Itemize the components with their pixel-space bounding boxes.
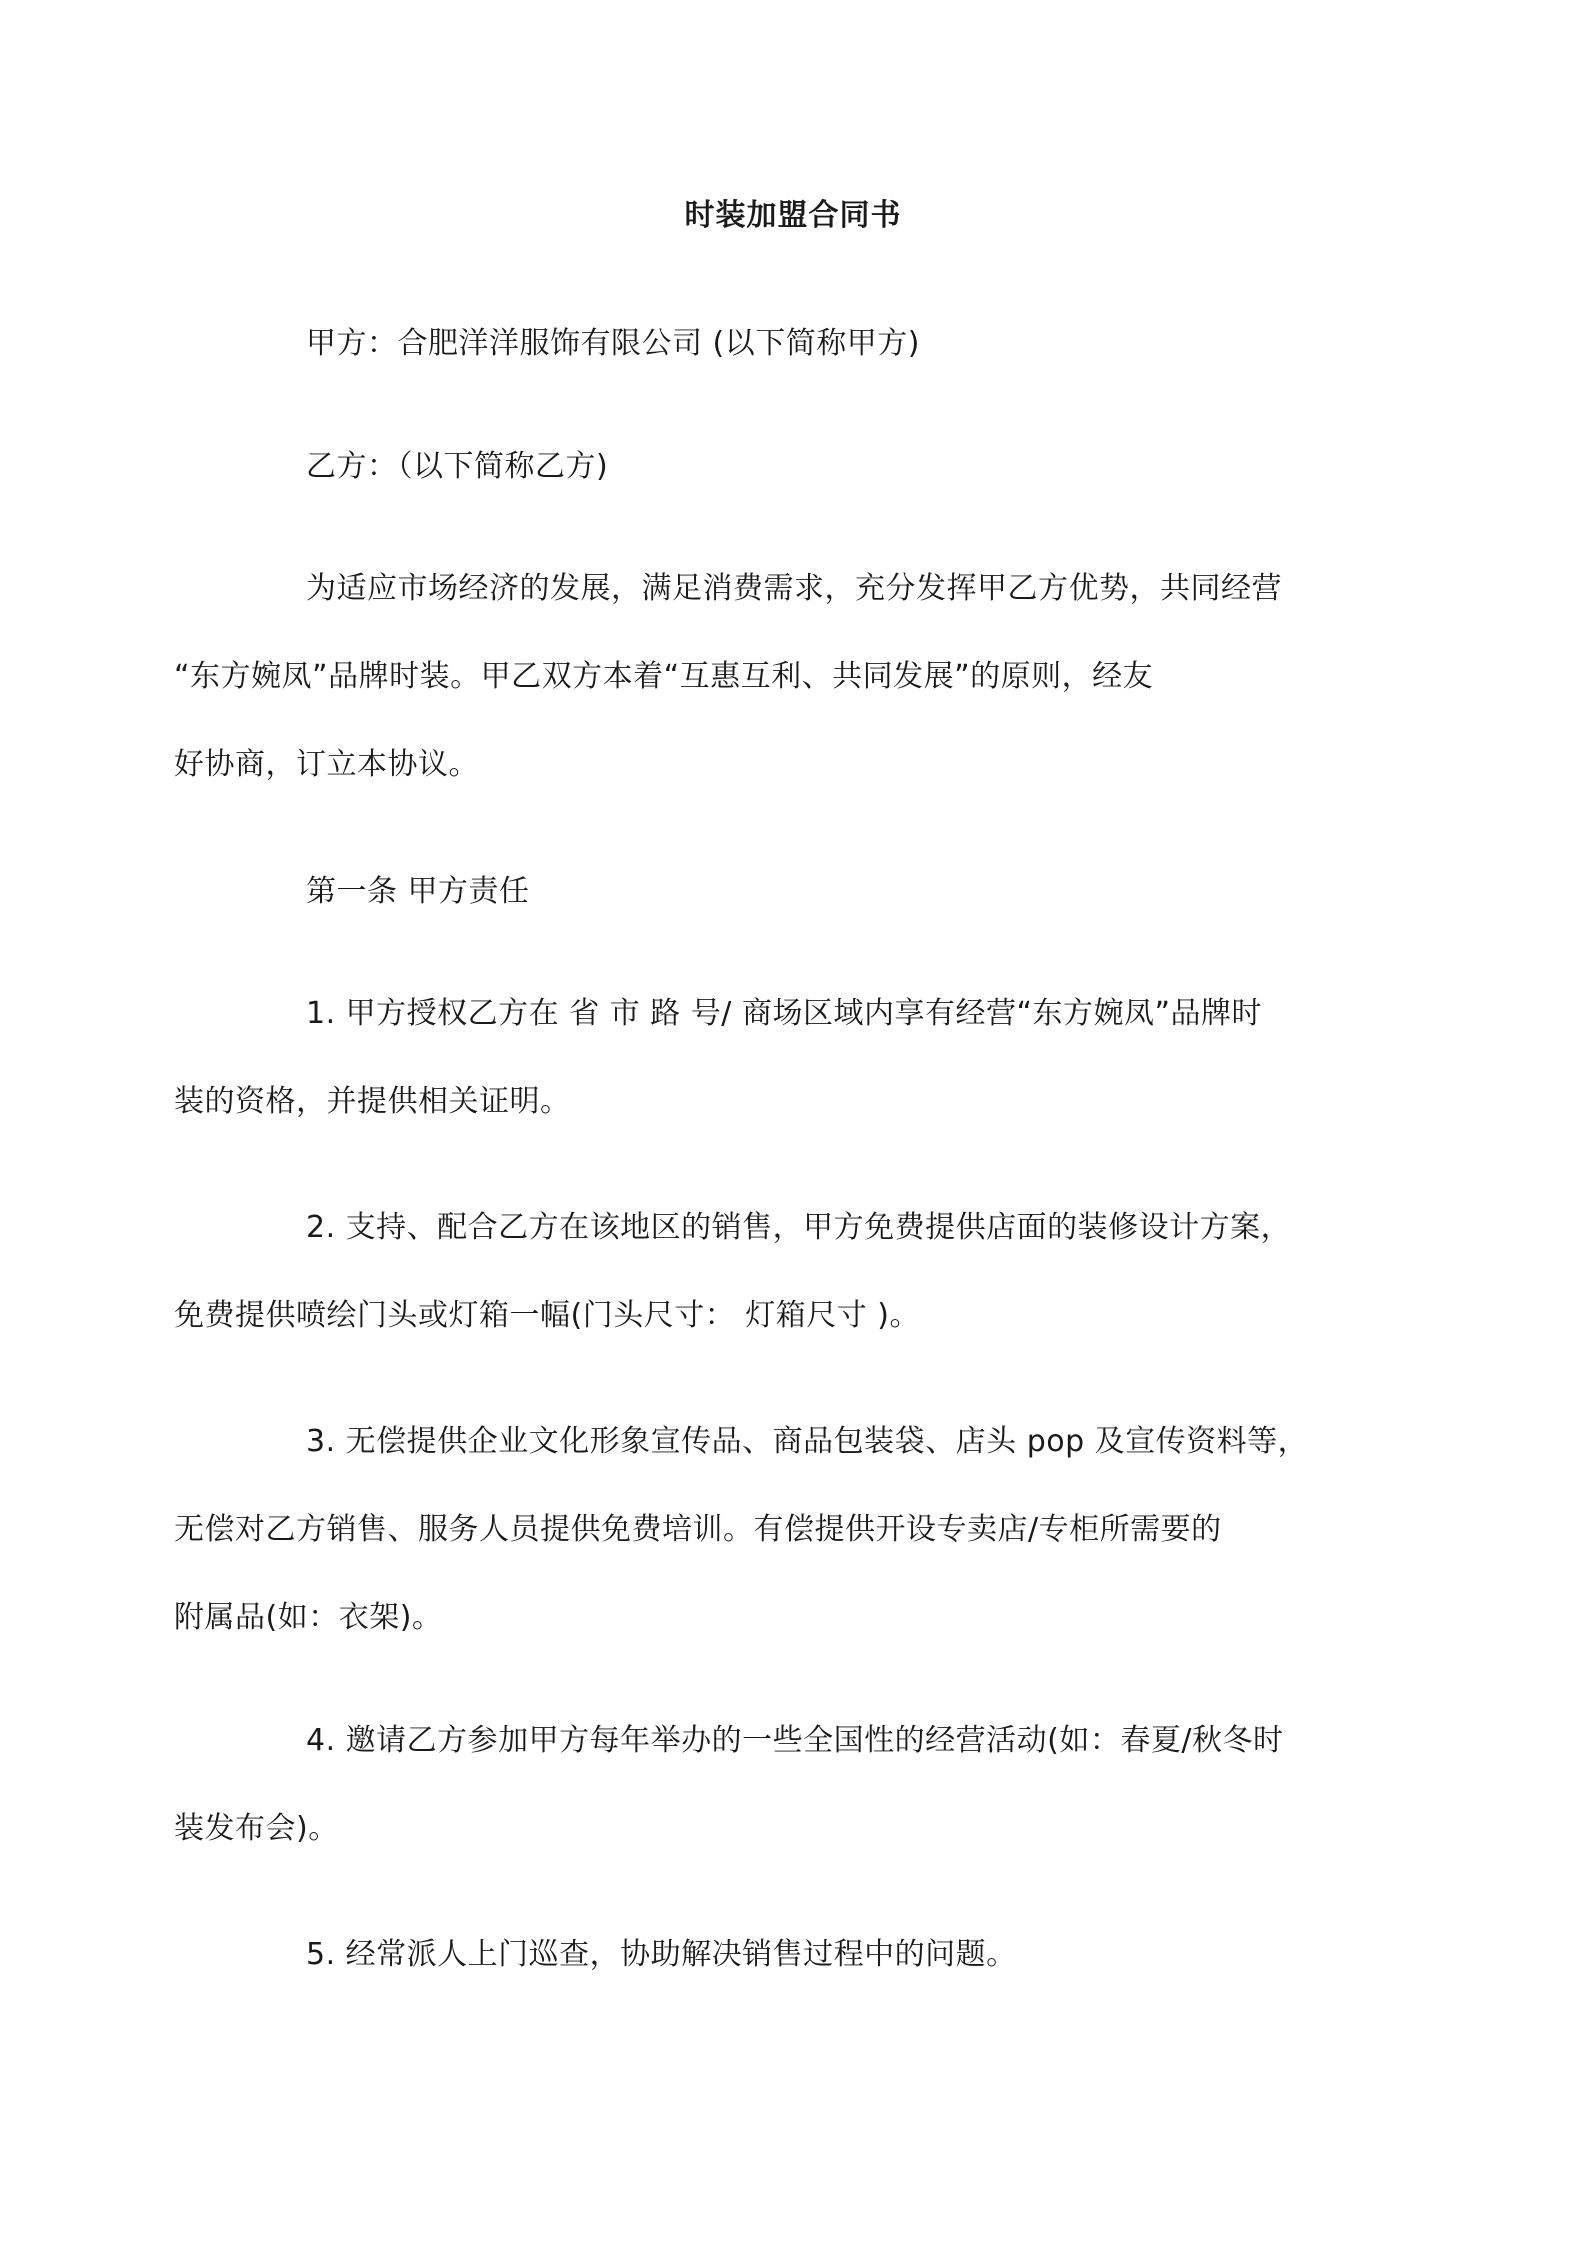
intro-line: “东方婉凤”品牌时装。甲乙双方本着“互惠互利、共同发展”的原则，经友 xyxy=(174,659,1154,694)
list-item xyxy=(174,1184,1352,1360)
party-a-text: 甲方：合肥洋洋服饰有限公司 (以下简称甲方) xyxy=(306,326,920,361)
list-item-line: 3. 无偿提供企业文化形象宣传品、商品包装袋、店头 pop 及宣传资料等， xyxy=(306,1424,1309,1459)
list-item-line: 5. 经常派人上门巡查，协助解决销售过程中的问题。 xyxy=(306,1937,1017,1972)
list-item-line: 装发布会)。 xyxy=(174,1811,339,1846)
list-item-line: 4. 邀请乙方参加甲方每年举办的一些全国性的经营活动(如：春夏/秋冬时 xyxy=(306,1723,1284,1758)
intro-line: 为适应市场经济的发展，满足消费需求，充分发挥甲乙方优势，共同经营 xyxy=(306,571,1282,606)
list-item-line: 1. 甲方授权乙方在 省 市 路 号/ 商场区域内享有经营“东方婉凤”品牌时 xyxy=(306,996,1263,1031)
document-title: 时装加盟合同书 xyxy=(684,198,902,233)
list-item-line: 装的资格，并提供相关证明。 xyxy=(174,1084,571,1119)
list-item xyxy=(240,1911,1352,1999)
list-item-line: 免费提供喷绘门头或灯箱一幅(门头尺寸： 灯箱尺寸 )。 xyxy=(174,1298,920,1333)
party-a-line xyxy=(240,300,1352,388)
article-1-heading xyxy=(240,848,1352,936)
list-item xyxy=(174,970,1352,1146)
list-item xyxy=(174,1697,1352,1873)
list-item-line: 无偿对乙方销售、服务人员提供免费培训。有偿提供开设专卖店/专柜所需要的 xyxy=(174,1512,1222,1547)
party-b-text: 乙方：（以下简称乙方) xyxy=(306,449,609,484)
party-b-line xyxy=(240,423,1352,511)
list-item-line: 附属品(如：衣架)。 xyxy=(174,1600,443,1635)
intro-line: 好协商，订立本协议。 xyxy=(174,747,479,782)
list-item xyxy=(174,1398,1352,1662)
list-item-line: 2. 支持、配合乙方在该地区的销售，甲方免费提供店面的装修设计方案， xyxy=(306,1210,1292,1245)
article-heading-text: 第一条 甲方责任 xyxy=(306,874,530,909)
intro-paragraph xyxy=(174,545,1352,809)
